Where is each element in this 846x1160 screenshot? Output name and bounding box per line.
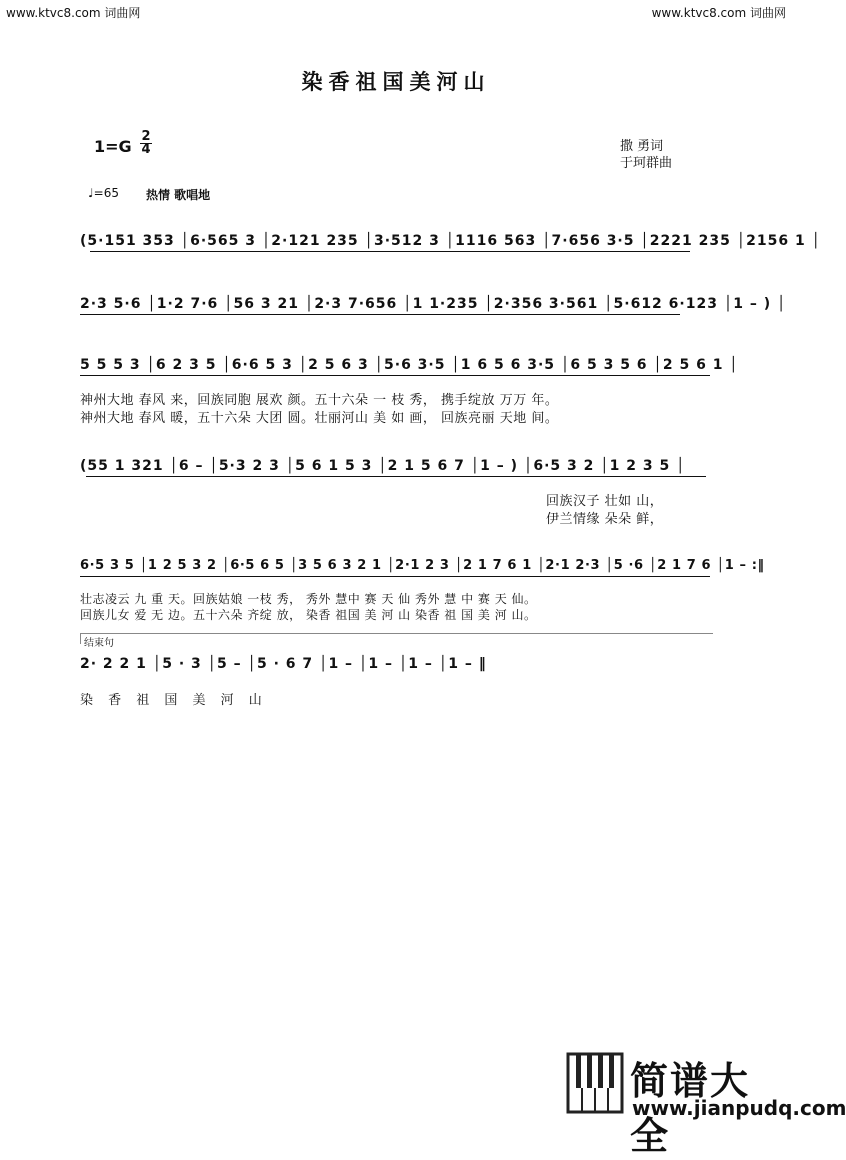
ending-bracket	[80, 633, 713, 644]
header-right[interactable]: www.ktvc8.com 词曲网	[651, 6, 786, 20]
header-left[interactable]: www.ktvc8.com 词曲网	[6, 6, 141, 20]
underline-row-1	[90, 251, 690, 252]
lyric-row-5-verse-1: 壮志凌云 九 重 天。回族姑娘 一枝 秀， 秀外 慧中 赛 天 仙 秀外 慧 中 赛 天 仙。	[80, 592, 537, 606]
underline-row-2	[80, 314, 680, 315]
watermark-logo[interactable]	[566, 1048, 846, 1158]
score-row-3: 5 5 5 3 │6 2 3 5 │6·6 5 3 │2 5 6 3 │5·6 3·5 │1 6 5 6 3·5 │6 5 3 5 6 │2 5 6 1 │	[80, 357, 739, 373]
score-row-4: (55 1 321 │6 – │5·3 2 3 │5 6 1 5 3 │2 1 5 6 7 │1 – ) │6·5 3 2 │1 2 3 5 │	[80, 458, 686, 474]
tempo-mark: ♩=65	[88, 186, 119, 200]
lyric-row-5-verse-2: 回族儿女 爱 无 边。五十六朵 齐绽 放， 染香 祖国 美 河 山 染香 祖 国 美 河 山。	[80, 608, 537, 622]
watermark-url[interactable]: www.jianpudq.com	[632, 1096, 846, 1120]
underline-row-3	[80, 375, 710, 376]
score-row-6: 2· 2 2 1 │5 · 3 │5 – │5 · 6 7 │1 – │1 – │1 – │1 – ‖	[80, 656, 487, 672]
lyric-row-3-verse-2: 神州大地 春风 暖，五十六朵 大团 圆。壮丽河山 美 如 画， 回族亮丽 天地 间。	[80, 411, 559, 426]
underline-row-4	[86, 476, 706, 477]
time-signature-bottom: 4	[141, 142, 151, 157]
lyricist-credit: 撒 勇词	[620, 139, 664, 154]
underline-row-5	[80, 576, 710, 577]
lyric-row-3-verse-1: 神州大地 春风 来，回族同胞 展欢 颜。五十六朵 一 枝 秀， 携手绽放 万万 年。	[80, 393, 559, 408]
piano-icon	[566, 1052, 624, 1114]
score-row-1: (5·151 353 │6·565 3 │2·121 235 │3·512 3 │1116 563 │7·656 3·5 │2221 235 │2156 1 │	[80, 233, 822, 249]
lyric-row-4-verse-1: 回族汉子 壮如 山，	[546, 494, 664, 509]
song-title: 染香祖国美河山	[301, 69, 491, 94]
score-row-5: 6·5 3 5 │1 2 5 3 2 │6·5 6 5 │3 5 6 3 2 1 │2·1 2 3 │2 1 7 6 1 │2·1 2·3 │5 ·6 │2 1 7 6 │1 – :‖	[80, 558, 765, 573]
lyric-row-6: 染 香 祖 国 美 河 山	[80, 693, 263, 708]
lyric-row-4-verse-2: 伊兰情缘 朵朵 鲜，	[546, 512, 664, 527]
watermark-text: 简谱大全	[630, 1059, 751, 1158]
ending-label: 结束句	[84, 638, 114, 649]
time-signature	[138, 131, 154, 156]
time-signature-top: 2	[141, 129, 151, 144]
style-mark: 热情 歌唱地	[146, 188, 211, 202]
score-row-2: 2·3 5·6 │1·2 7·6 │56 3 21 │2·3 7·656 │1 1·235 │2·356 3·561 │5·612 6·123 │1 – ) │	[80, 296, 787, 312]
composer-credit: 于珂群曲	[620, 156, 673, 171]
key-signature: 1=G	[94, 137, 132, 156]
